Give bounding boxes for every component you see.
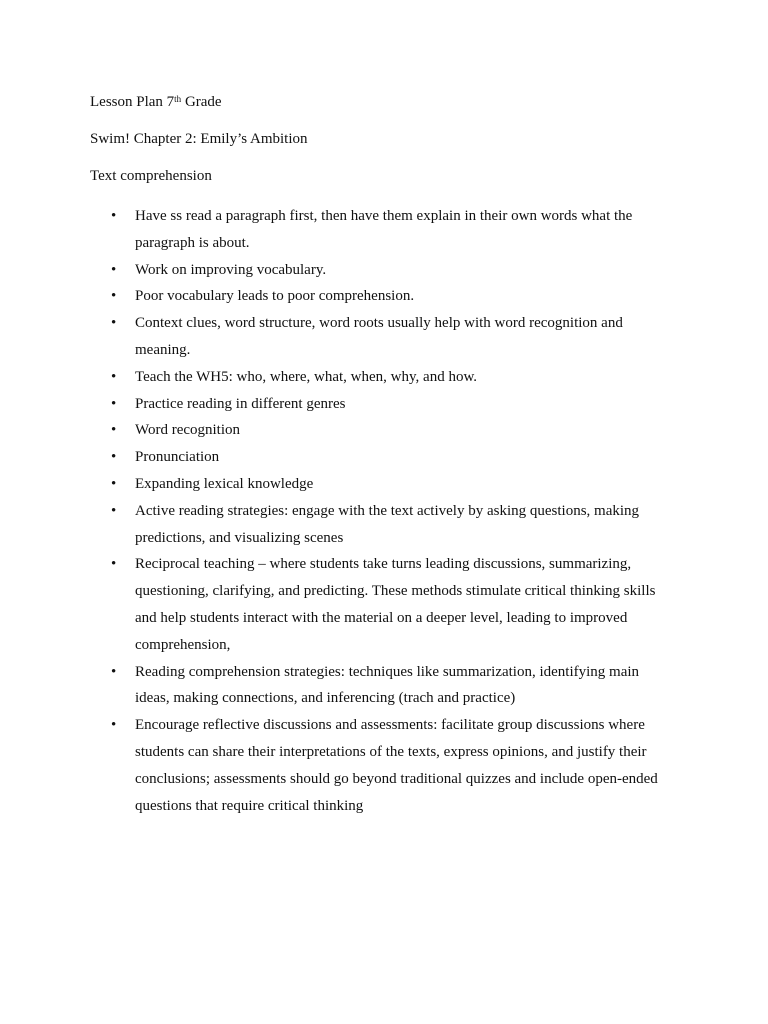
list-item: [90, 659, 670, 713]
list-item-text: Active reading strategies: engage with the text actively by asking questions, making predictions, and visualizing scenes: [135, 502, 640, 546]
document-body: [90, 91, 670, 819]
list-item-text: Expanding lexical knowledge: [135, 475, 314, 492]
list-item-text: Poor vocabulary leads to poor comprehension.: [135, 288, 415, 305]
lesson-plan-title: [90, 91, 670, 113]
section-heading: Text comprehension: [90, 168, 212, 184]
list-item-text: Encourage reflective discussions and assessments: facilitate group discussions where students can share their interpretations of the texts, express opinions, and justify their conclusions; assessments should go beyond traditional quizzes and include open-ended questions that require critical thinking: [135, 717, 658, 814]
list-item-text: Pronunciation: [135, 449, 220, 466]
list-item-text: Practice reading in different genres: [135, 395, 346, 412]
list-item: [90, 498, 670, 552]
list-item: [90, 444, 670, 471]
bullet-icon: •: [111, 475, 117, 492]
bullet-icon: •: [111, 502, 117, 519]
list-item-text: Reading comprehension strategies: techniques like summarization, identifying main ideas, making connections, and inferencing (trach and practice): [135, 663, 640, 707]
list-item: [90, 712, 670, 819]
bullet-icon: •: [111, 663, 117, 680]
list-item: [90, 364, 670, 391]
bullet-icon: •: [111, 449, 117, 466]
list-item: [90, 203, 670, 257]
list-item: [90, 417, 670, 444]
chapter-heading: Swim! Chapter 2: Emily’s Ambition: [90, 131, 308, 147]
bullet-icon: •: [111, 556, 117, 573]
title-suffix: Grade: [181, 94, 222, 110]
title-superscript: th: [174, 94, 182, 104]
list-item-text: Reciprocal teaching – where students take turns leading discussions, summarizing, questioning, clarifying, and predicting. These methods stimulate critical thinking skills and help students interact with the material on a deeper level, leading to improved comprehension,: [135, 556, 656, 653]
list-item: [90, 391, 670, 418]
list-item-text: Work on improving vocabulary.: [135, 261, 327, 278]
bullet-icon: •: [111, 422, 117, 439]
bullet-icon: •: [111, 368, 117, 385]
list-item: [90, 551, 670, 658]
list-item: [90, 283, 670, 310]
title-prefix: Lesson Plan 7: [90, 94, 175, 110]
bullet-list: [90, 203, 670, 819]
list-item-text: Word recognition: [135, 422, 241, 439]
list-item-text: Have ss read a paragraph first, then have them explain in their own words what the paragraph is about.: [135, 208, 633, 251]
bullet-icon: •: [111, 288, 117, 305]
bullet-icon: •: [111, 315, 117, 332]
bullet-icon: •: [111, 261, 117, 278]
list-item: [90, 310, 670, 364]
list-item: [90, 257, 670, 284]
list-item: [90, 471, 670, 498]
list-item-text: Context clues, word structure, word roots usually help with word recognition and meaning.: [135, 315, 623, 358]
bullet-icon: •: [111, 208, 117, 224]
bullet-icon: •: [111, 717, 117, 734]
bullet-icon: •: [111, 395, 117, 412]
list-item-text: Teach the WH5: who, where, what, when, why, and how.: [135, 368, 478, 385]
